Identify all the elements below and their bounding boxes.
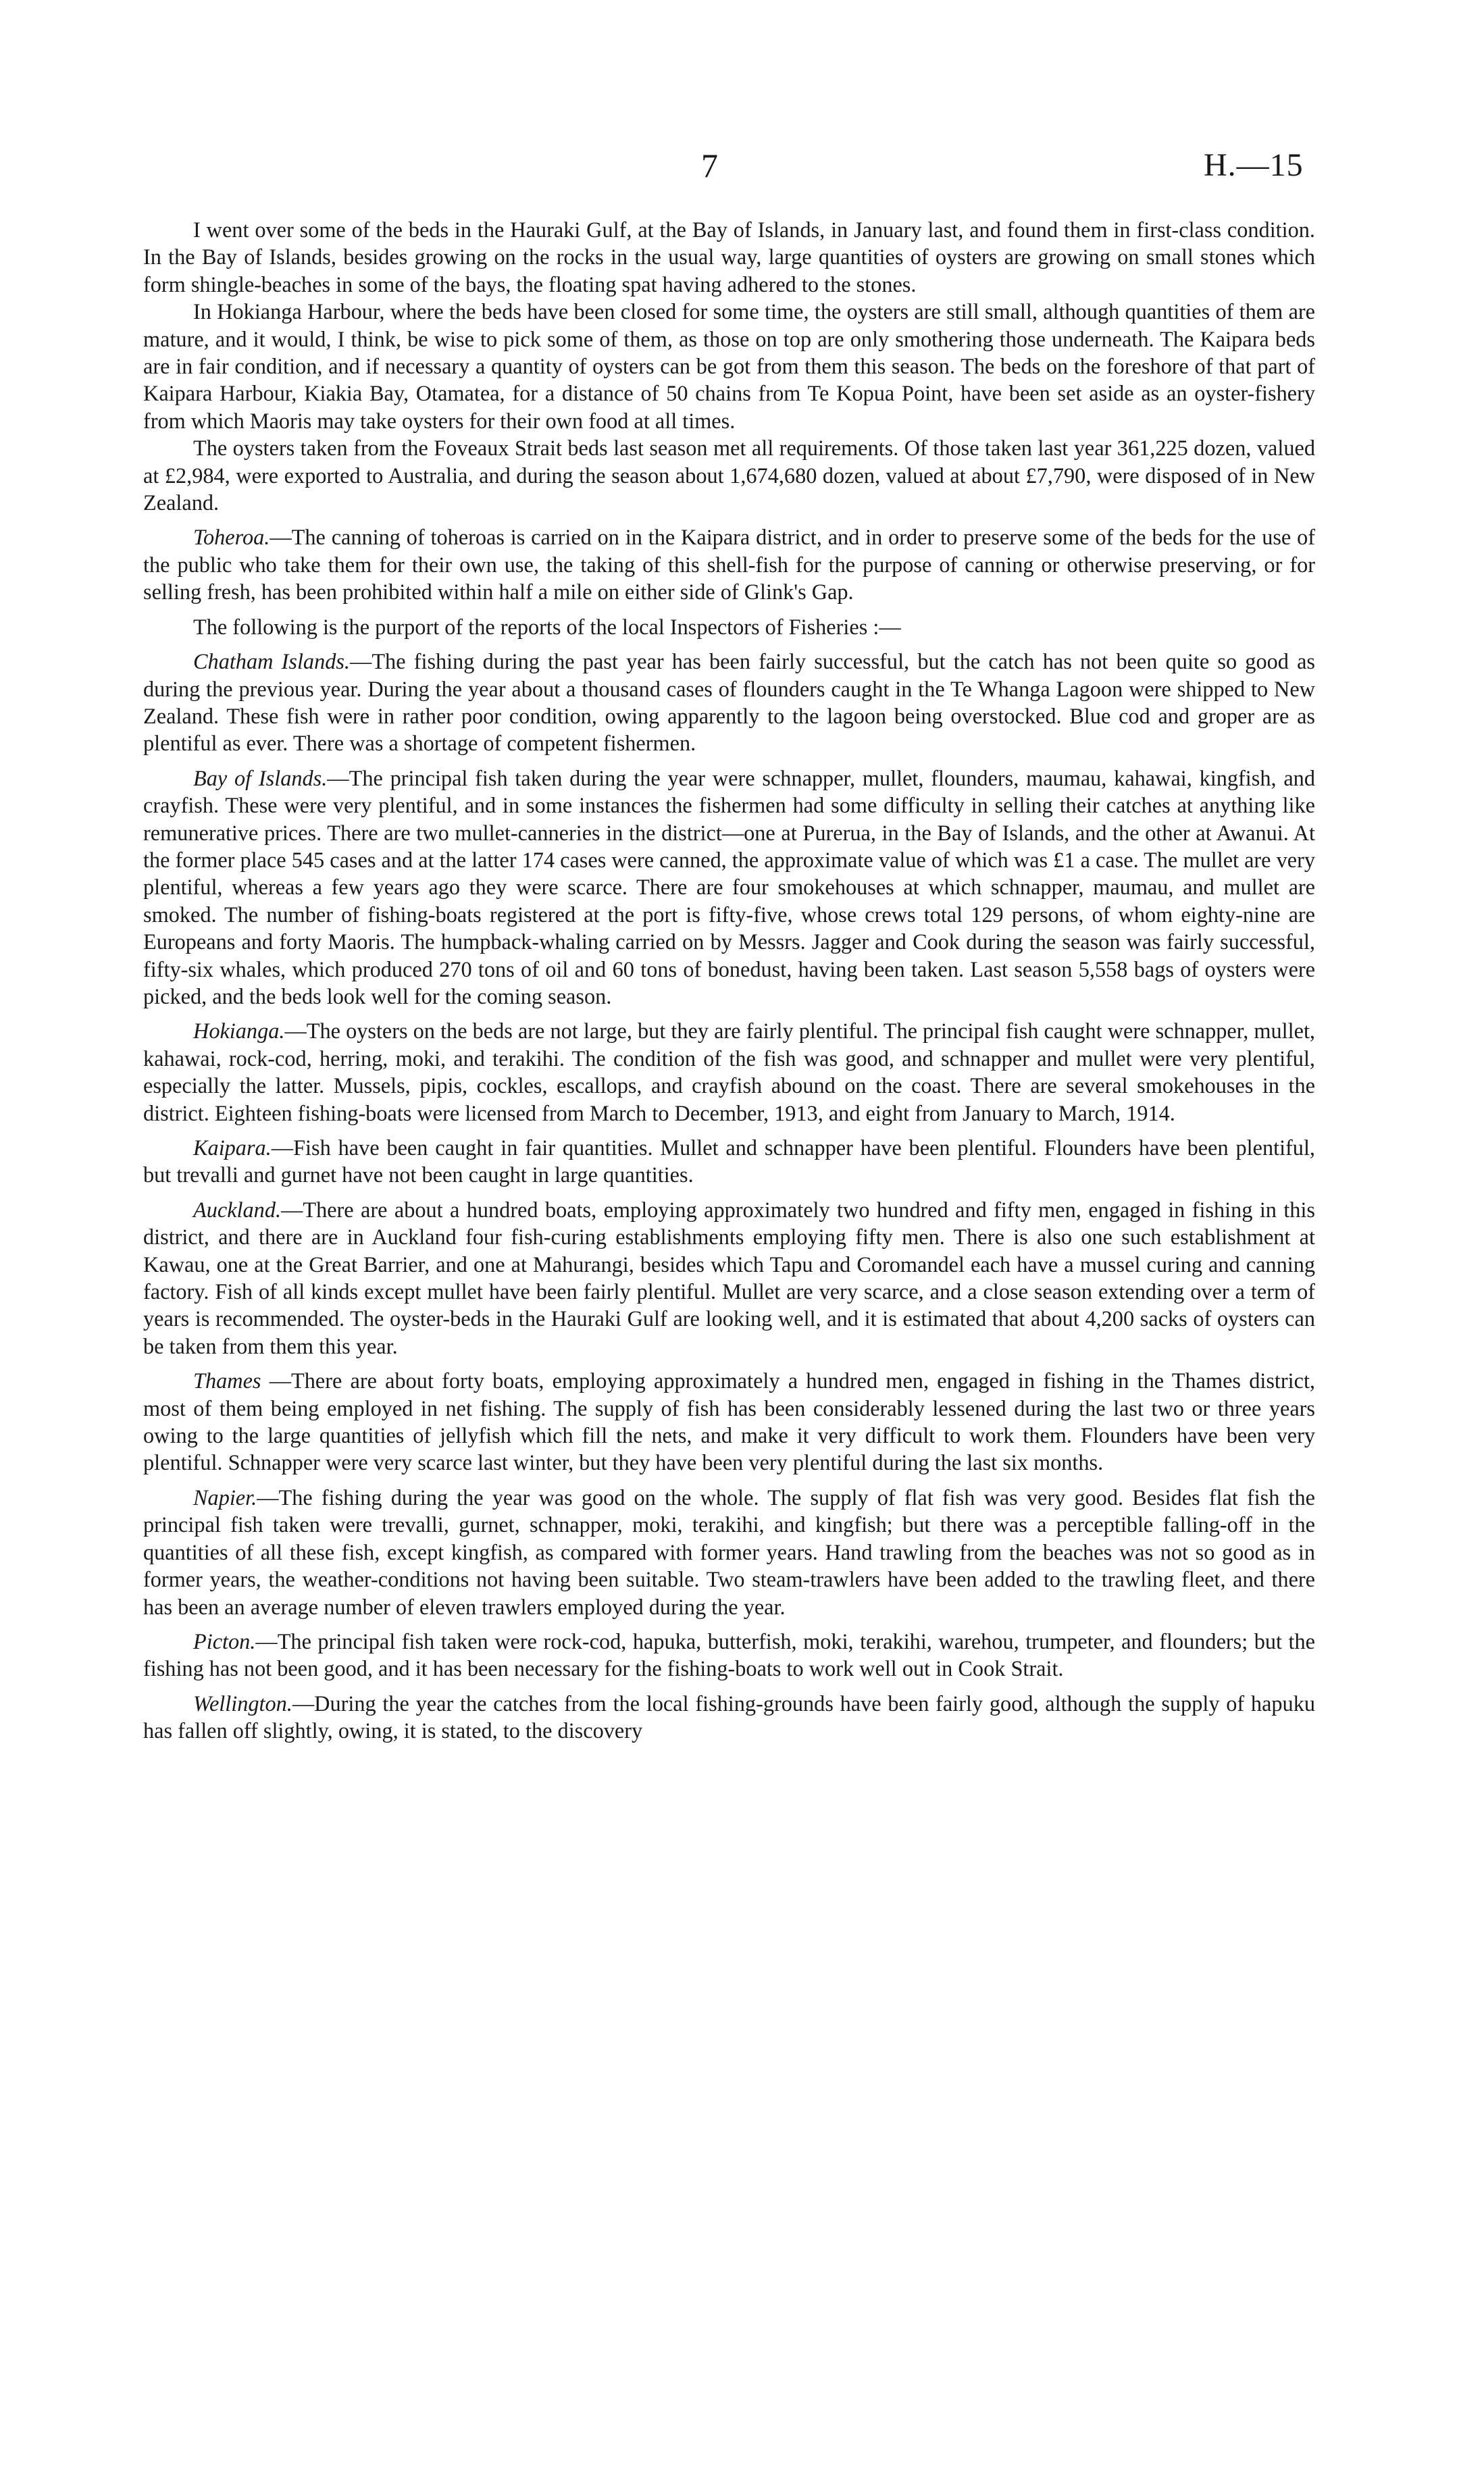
paragraph-heading: Kaipara. xyxy=(193,1135,272,1160)
paragraph-heading: Auckland. xyxy=(193,1197,282,1222)
paragraph-text: The oysters taken from the Foveaux Strait beds last season met all requirements. Of those taken last year 361,225 dozen, valued at £2,984, were exported to Australia, and during the season about 1,674,680 dozen, valued at about £7,790, were disposed of in New Zealand. xyxy=(143,436,1315,515)
paragraph xyxy=(143,216,1315,298)
page-header xyxy=(0,145,1484,193)
paragraph-text: —The fishing during the past year has been fairly successful, but the catch has not been quite so good as during the previous year. During the year about a thousand cases of flounders caught in the Te Whanga Lagoon were shipped to New Zealand. These fish were in rather poor condition, owing apparently to the lagoon being overstocked. Blue cod and groper are as plentiful as ever. There was a shortage of competent fishermen. xyxy=(143,649,1315,756)
paragraph-text: The following is the purport of the reports of the local Inspectors of Fisheries :— xyxy=(193,614,901,639)
paragraph xyxy=(143,1134,1315,1189)
paragraph-heading: Hokianga. xyxy=(193,1019,285,1044)
paragraph xyxy=(143,1017,1315,1127)
paragraph xyxy=(143,298,1315,434)
paragraph-heading: Thames xyxy=(193,1368,261,1393)
page-number: 7 xyxy=(701,147,718,184)
paragraph-text: —The principal fish taken were rock-cod, hapuka, butterfish, moki, terakihi, warehou, trumpeter, and flounders; but the fishing has not been good, and it has been necessary for the fishing-boats to work well out in Cook Strait. xyxy=(143,1628,1315,1681)
paragraph-text: —The canning of toheroas is carried on in the Kaipara district, and in order to preserve some of the beds for the use of the public who take them for their own use, the taking of this shell-fish for the purpose of canning or otherwise preserving, or for selling fresh, has been prohibited within half a mile on either side of Glink's Gap. xyxy=(143,525,1315,605)
paragraph-text: —There are about a hundred boats, employing approximately two hundred and fifty men, engaged in fishing in this district, and there are in Auckland four fish-curing establishments employing fifty men. There is also one such establishment at Kawau, one at the Great Barrier, and one at Mahurangi, besides which Tapu and Coromandel each have a mussel curing and canning factory. Fish of all kinds except mullet have been fairly plentiful. Mullet are very scarce, and a close season extending over a term of years is recommended. The oyster-beds in the Hauraki Gulf are looking well, and it is estimated that about 4,200 sacks of oysters can be taken from them this year. xyxy=(143,1197,1315,1358)
paragraph xyxy=(143,1690,1315,1745)
paragraph-text: —The fishing during the year was good on the whole. The supply of flat fish was very good. Besides flat fish the principal fish taken were trevalli, gurnet, schnapper, moki, terakihi, and kingfish; but there was a perceptible falling-off in the quantities of all these fish, except kingfish, as compared with former years. Hand trawling from the beaches was not so good as in former years, the weather-conditions not having been suitable. Two steam-trawlers have been added to the trawling fleet, and there has been an average number of eleven trawlers employed during the year. xyxy=(143,1485,1315,1619)
paragraph-text: —There are about forty boats, employing approximately a hundred men, engaged in fishing in the Thames district, most of them being employed in net fishing. The supply of fish has been considerably lessened during the last two or three years owing to the large quantities of jellyfish which fill the nets, and make it very difficult to work them. Flounders have been very plentiful. Schnapper were very scarce last winter, but they have been very plentiful during the last six months. xyxy=(143,1368,1315,1475)
paragraph-heading: Wellington. xyxy=(193,1691,292,1716)
paragraph xyxy=(143,765,1315,1010)
paragraph-text: I went over some of the beds in the Hauraki Gulf, at the Bay of Islands, in January last, and found them in first-class condition. In the Bay of Islands, besides growing on the rocks in the usual way, large quantities of oysters are growing on small stones which form shingle-beaches in some of the bays, the floating spat having adhered to the stones. xyxy=(143,217,1315,297)
paragraph-text: In Hokianga Harbour, where the beds have been closed for some time, the oysters are still small, although quantities of them are mature, and it would, I think, be wise to pick some of them, as those on top are only smothering those underneath. The Kaipara beds are in fair condition, and if necessary a quantity of oysters can be got from them this season. The beds on the foreshore of that part of Kaipara Harbour, Kiakia Bay, Otamatea, for a distance of 50 chains from Te Kopua Point, have been set aside as an oyster-fishery from which Maoris may take oysters for their own food at all times. xyxy=(143,299,1315,433)
paragraph xyxy=(143,523,1315,605)
paragraph xyxy=(143,1484,1315,1620)
paragraph-heading: Picton. xyxy=(193,1628,256,1653)
paragraph xyxy=(143,1367,1315,1477)
paragraph-heading: Napier. xyxy=(193,1485,257,1510)
paragraph xyxy=(143,434,1315,516)
paragraph xyxy=(143,648,1315,757)
paragraph-heading: Bay of Islands. xyxy=(193,765,328,790)
paragraph-text: —Fish have been caught in fair quantities. Mullet and schnapper have been plentiful. Flounders have been plentiful, but trevalli and gurnet have not been caught in large quantities. xyxy=(143,1135,1315,1187)
paragraph xyxy=(143,613,1315,640)
document-reference: H.—15 xyxy=(1204,147,1304,183)
paragraph-heading: Toheroa. xyxy=(193,525,270,550)
paragraph xyxy=(143,1196,1315,1360)
paragraph-text: —The oysters on the beds are not large, but they are fairly plentiful. The principal fish caught were schnapper, mullet, kahawai, rock-cod, herring, moki, and terakihi. The condition of the fish was good, and schnapper and mullet were very plentiful, especially the latter. Mussels, pipis, cockles, escallops, and crayfish abound on the coast. There are several smokehouses in the district. Eighteen fishing-boats were licensed from March to December, 1913, and eight from January to March, 1914. xyxy=(143,1019,1315,1125)
paragraph-heading: Chatham Islands. xyxy=(193,649,351,674)
paragraph-text: —The principal fish taken during the year were schnapper, mullet, flounders, maumau, kahawai, kingfish, and crayfish. These were very plentiful, and in some instances the fishermen had some difficulty in selling their catches at anything like remunerative prices. There are two mullet-canneries in the district—one at Purerua, in the Bay of Islands, and the other at Awanui. At the former place 545 cases and at the latter 174 cases were canned, the approximate value of which was £1 a case. The mullet are very plentiful, whereas a few years ago they were scarce. There are four smokehouses at which schnapper, maumau, and mullet are smoked. The number of fishing-boats registered at the port is fifty-five, whose crews total 129 persons, of whom eighty-nine are Europeans and forty Maoris. The humpback-whaling carried on by Messrs. Jagger and Cook during the season was fairly successful, fifty-six whales, which produced 270 tons of oil and 60 tons of bonedust, having been taken. Last season 5,558 bags of oysters were picked, and the beds look well for the coming season. xyxy=(143,765,1315,1008)
body-text xyxy=(143,216,1315,1752)
paragraph-text: —During the year the catches from the local fishing-grounds have been fairly good, although the supply of hapuku has fallen off slightly, owing, it is stated, to the discovery xyxy=(143,1691,1315,1743)
paragraph xyxy=(143,1628,1315,1683)
